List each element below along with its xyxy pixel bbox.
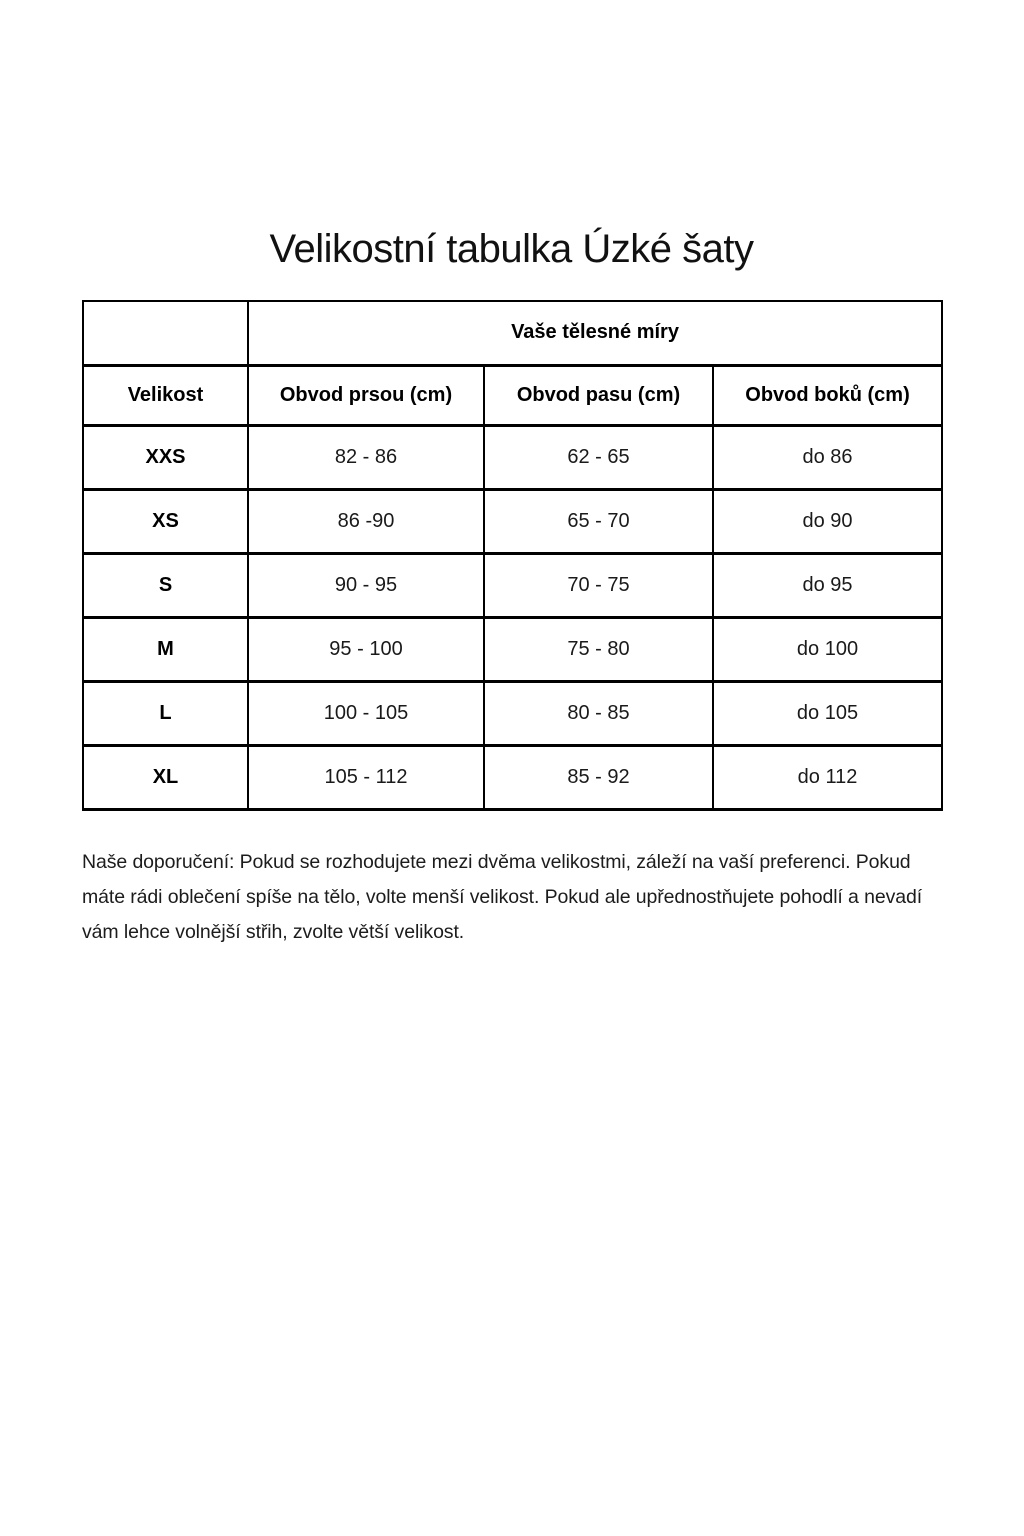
size-cell: S bbox=[83, 553, 248, 617]
waist-cell: 85 - 92 bbox=[484, 745, 713, 809]
chest-cell: 82 - 86 bbox=[248, 425, 484, 489]
hips-cell: do 105 bbox=[713, 681, 942, 745]
hips-cell: do 86 bbox=[713, 425, 942, 489]
size-cell: M bbox=[83, 617, 248, 681]
table-row-xxs bbox=[83, 425, 942, 489]
waist-cell: 70 - 75 bbox=[484, 553, 713, 617]
empty-corner-cell bbox=[83, 301, 248, 365]
waist-cell: 80 - 85 bbox=[484, 681, 713, 745]
table-row-xs bbox=[83, 489, 942, 553]
table-row-l bbox=[83, 681, 942, 745]
chest-cell: 86 -90 bbox=[248, 489, 484, 553]
hips-cell: do 90 bbox=[713, 489, 942, 553]
column-header-size: Velikost bbox=[83, 365, 248, 425]
table-row-xl bbox=[83, 745, 942, 809]
column-header-waist: Obvod pasu (cm) bbox=[484, 365, 713, 425]
size-cell: L bbox=[83, 681, 248, 745]
hips-cell: do 100 bbox=[713, 617, 942, 681]
waist-cell: 75 - 80 bbox=[484, 617, 713, 681]
column-header-chest: Obvod prsou (cm) bbox=[248, 365, 484, 425]
chest-cell: 95 - 100 bbox=[248, 617, 484, 681]
page-title: Velikostní tabulka Úzké šaty bbox=[269, 227, 754, 271]
hips-cell: do 95 bbox=[713, 553, 942, 617]
table-row-m bbox=[83, 617, 942, 681]
size-chart-table bbox=[82, 300, 943, 811]
group-header-cell: Vaše tělesné míry bbox=[248, 301, 942, 365]
waist-cell: 62 - 65 bbox=[484, 425, 713, 489]
chest-cell: 105 - 112 bbox=[248, 745, 484, 809]
size-cell: XL bbox=[83, 745, 248, 809]
size-cell: XS bbox=[83, 489, 248, 553]
chest-cell: 90 - 95 bbox=[248, 553, 484, 617]
waist-cell: 65 - 70 bbox=[484, 489, 713, 553]
hips-cell: do 112 bbox=[713, 745, 942, 809]
size-cell: XXS bbox=[83, 425, 248, 489]
group-header-row bbox=[83, 301, 942, 365]
chest-cell: 100 - 105 bbox=[248, 681, 484, 745]
table-row-s bbox=[83, 553, 942, 617]
column-header-hips: Obvod boků (cm) bbox=[713, 365, 942, 425]
recommendation-note: Naše doporučení: Pokud se rozhodujete mezi dvěma velikostmi, záleží na vaší preferenci. Pokud máte rádi oblečení spíše na tělo, volte menší velikost. Pokud ale upřednostňujete pohodlí a nevadí vám lehce volnější střih, zvolte větší velikost. bbox=[82, 850, 923, 943]
column-header-row bbox=[83, 365, 942, 425]
